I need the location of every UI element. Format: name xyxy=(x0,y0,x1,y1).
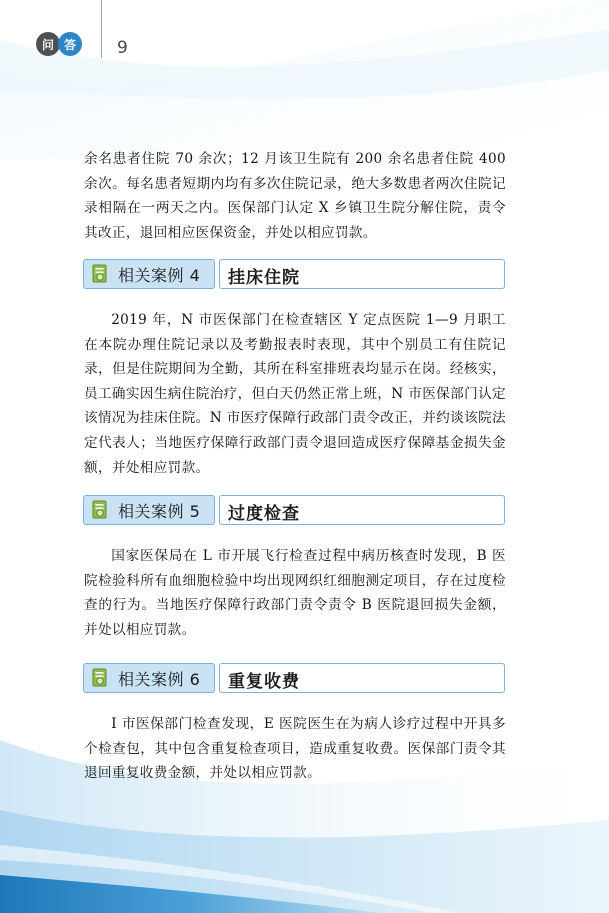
header-divider xyxy=(101,0,102,58)
question-badge: 问 xyxy=(36,32,60,56)
case-title-box xyxy=(219,663,505,693)
case-heading-6 xyxy=(83,663,505,693)
case-label-box xyxy=(83,495,215,525)
case-heading-4 xyxy=(83,259,505,289)
document-icon xyxy=(89,667,111,689)
case-label-box xyxy=(83,259,215,289)
case-title-box xyxy=(219,495,505,525)
paragraph-case6: I 市医保部门检查发现，E 医院医生在为病人诊疗过程中开具多个检查包，其中包含重复检查项目，造成重复收费。医保部门责令其退回重复收费金额，并处以相应罚款。 xyxy=(84,716,506,782)
case-label: 相关案例 4 xyxy=(118,266,201,285)
case-title: 重复收费 xyxy=(228,672,300,692)
case-heading-5 xyxy=(83,495,505,525)
answer-badge: 答 xyxy=(58,32,82,56)
paragraph-case3-continued: 余名患者住院 70 余次；12 月该卫生院有 200 余名患者住院 400 余次。每名患者短期内均有多次住院记录，绝大多数患者两次住院记录相隔在一两天之内。医保部门认定 X 乡镇卫生院分解住院，责令其改正，退回相应医保资金，并处以相应罚款。 xyxy=(84,151,506,241)
case-label-box xyxy=(83,663,215,693)
document-icon xyxy=(89,263,111,285)
qa-badge xyxy=(36,32,82,56)
case-title: 过度检查 xyxy=(228,504,300,524)
case-label: 相关案例 6 xyxy=(118,670,201,689)
case-label: 相关案例 5 xyxy=(118,502,201,521)
paragraph-case5: 国家医保局在 L 市开展飞行检查过程中病历核查时发现，B 医院检验科所有血细胞检验中均出现网织红细胞测定项目，存在过度检查的行为。当地医疗保障行政部门责令责令 B 医院退回损失金额，并处以相应罚款。 xyxy=(84,548,506,638)
document-icon xyxy=(89,499,111,521)
case-title: 挂床住院 xyxy=(228,268,300,288)
page-number: 9 xyxy=(117,38,128,58)
case-title-box xyxy=(219,259,505,289)
paragraph-case4: 2019 年，N 市医保部门在检查辖区 Y 定点医院 1—9 月职工在本院办理住院记录以及考勤报表时表现，其中个别员工有住院记录，但是住院期间为全勤，其所在科室排班表均显示在岗。经核实，员工确实因生病住院治疗，但白天仍然正常上班，N 市医保部门认定该情况为挂床住院。N 市医疗保障行政部门责令改正，并约谈该院法定代表人；当地医疗保障行政部门责令退回造成医疗保障基金损失金额，并处相应罚款。 xyxy=(84,312,506,476)
